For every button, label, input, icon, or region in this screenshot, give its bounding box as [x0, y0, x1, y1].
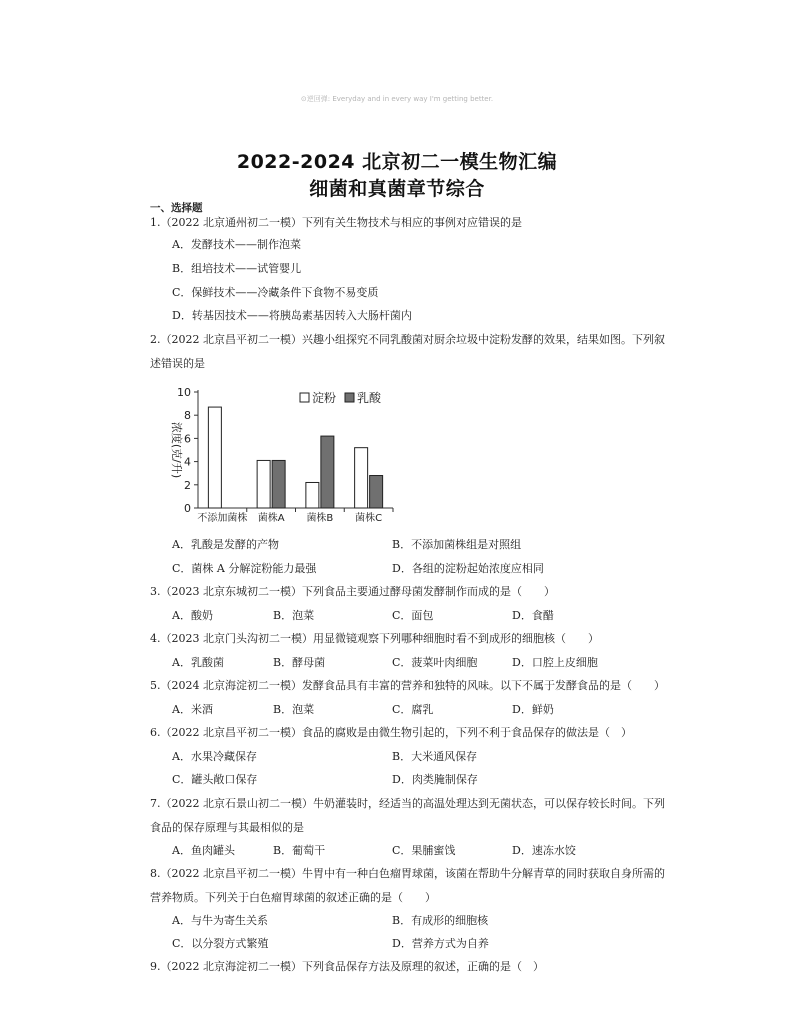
x-tick-label: 菌株B: [306, 513, 334, 524]
question-3-option-c: C．面包: [392, 609, 434, 622]
y-tick-label: 10: [177, 386, 191, 399]
question-5-option-b: B．泡菜: [273, 703, 315, 716]
question-8-stem: 8.（2022 北京昌平初二一模）牛胃中有一种白色瘤胃球菌，该菌在帮助牛分解青草的同时获取自身所需的: [150, 867, 665, 880]
legend-label-淀粉: 淀粉: [312, 391, 337, 405]
question-3-stem: 3.（2023 北京东城初二一模）下列食品主要通过酵母菌发酵制作而成的是（ ）: [150, 585, 555, 598]
question-6-stem: 6.（2022 北京昌平初二一模）食品的腐败是由微生物引起的，下列不利于食品保存的做法是（ ）: [150, 726, 632, 739]
question-7-option-b: B．葡萄干: [273, 844, 326, 857]
question-7-stem-cont: 食品的保存原理与其最相似的是: [150, 821, 304, 834]
question-5-stem: 5.（2024 北京海淀初二一模）发酵食品具有丰富的营养和独特的风味。以下不属于发酵食品的是（ ）: [150, 679, 665, 692]
y-tick-label: 2: [184, 478, 191, 492]
question-8-option-d: D．营养方式为自养: [392, 937, 489, 950]
question-4-option-a: A．乳酸菌: [172, 656, 224, 669]
question-2-option-c: C．菌株 A 分解淀粉能力最强: [172, 562, 317, 575]
question-1-option-b: B．组培技术——试管婴儿: [172, 262, 302, 275]
question-3-option-d: D．食醋: [512, 609, 554, 622]
question-5-option-c: C．腐乳: [392, 703, 434, 716]
question-3-option-b: B．泡菜: [273, 609, 315, 622]
question-7-stem: 7.（2022 北京石景山初二一模）牛奶灌装时，经适当的高温处理达到无菌状态，可以保存较长时间。下列: [150, 797, 665, 810]
y-tick-label: 6: [184, 432, 191, 446]
question-5-option-a: A．米酒: [172, 703, 213, 716]
question-7-option-d: D．速冻水饺: [512, 844, 576, 857]
question-4-option-c: C．菠菜叶肉细胞: [392, 656, 478, 669]
bar-乳酸-菌株A: [272, 460, 285, 508]
question-3-option-a: A．酸奶: [172, 609, 213, 622]
bar-淀粉-菌株B: [306, 482, 319, 508]
starch-lactic-acid-bar-chart: [160, 380, 410, 530]
bar-乳酸-菌株C: [370, 476, 383, 508]
question-2-option-d: D．各组的淀粉起始浓度应相同: [392, 562, 544, 575]
page-subtitle: 细菌和真菌章节综合: [309, 178, 485, 200]
question-1-option-a: A．发酵技术——制作泡菜: [172, 238, 301, 251]
y-tick-label: 0: [184, 502, 191, 515]
x-tick-label: 不添加菌株: [197, 513, 248, 524]
question-5-option-d: D．鲜奶: [512, 703, 554, 716]
question-8-stem-cont: 营养物质。下列关于白色瘤胃球菌的叙述正确的是（ ）: [150, 891, 436, 904]
question-8-option-b: B．有成形的细胞核: [392, 914, 489, 927]
page-title: 2022-2024 北京初二一模生物汇编: [236, 151, 558, 173]
question-1-option-c: C．保鲜技术——冷藏条件下食物不易变质: [172, 286, 379, 299]
bar-乳酸-菌株B: [321, 436, 334, 508]
watermark: ⊙逆回弹: Everyday and in every way I'm getting better.: [300, 95, 494, 103]
legend-swatch-淀粉: [300, 393, 309, 402]
bar-淀粉-不添加菌株: [208, 407, 221, 508]
question-2-stem: 2.（2022 北京昌平初二一模）兴趣小组探究不同乳酸菌对厨余垃圾中淀粉发酵的效果，结果如图。下列叙: [150, 333, 665, 346]
question-8-option-a: A．与牛为寄生关系: [172, 914, 268, 927]
section-heading: 一、选择题: [150, 202, 203, 214]
y-tick-label: 4: [184, 455, 191, 469]
question-4-option-b: B．酵母菌: [273, 656, 326, 669]
question-1-option-d: D．转基因技术——将胰岛素基因转入大肠杆菌内: [172, 309, 412, 322]
question-6-option-c: C．罐头敞口保存: [172, 773, 258, 786]
bar-淀粉-菌株C: [355, 448, 368, 508]
question-8-option-c: C．以分裂方式繁殖: [172, 937, 269, 950]
question-2-stem-cont: 述错误的是: [150, 357, 205, 370]
question-6-option-a: A．水果冷藏保存: [172, 750, 257, 763]
legend-swatch-乳酸: [345, 393, 354, 402]
y-axis-label: 浓度(克/升): [170, 421, 183, 479]
question-4-option-d: D．口腔上皮细胞: [512, 656, 598, 669]
question-2-option-b: B．不添加菌株组是对照组: [392, 538, 522, 551]
question-6-option-d: D．肉类腌制保存: [392, 773, 478, 786]
question-1-stem: 1.（2022 北京通州初二一模）下列有关生物技术与相应的事例对应错误的是: [150, 216, 522, 229]
question-6-option-b: B．大米通风保存: [392, 750, 478, 763]
question-4-stem: 4.（2023 北京门头沟初二一模）用显微镜观察下列哪种细胞时看不到成形的细胞核（ ）: [150, 632, 599, 645]
question-7-option-a: A．鱼肉罐头: [172, 844, 235, 857]
bar-淀粉-菌株A: [257, 460, 270, 508]
question-2-option-a: A．乳酸是发酵的产物: [172, 538, 279, 551]
x-tick-label: 菌株A: [257, 513, 285, 524]
x-tick-label: 菌株C: [355, 513, 383, 524]
question-9-stem: 9.（2022 北京海淀初二一模）下列食品保存方法及原理的叙述，正确的是（ ）: [150, 960, 544, 973]
y-tick-label: 8: [184, 409, 191, 423]
question-7-option-c: C．果脯蜜饯: [392, 844, 456, 857]
legend-label-乳酸: 乳酸: [357, 391, 382, 405]
